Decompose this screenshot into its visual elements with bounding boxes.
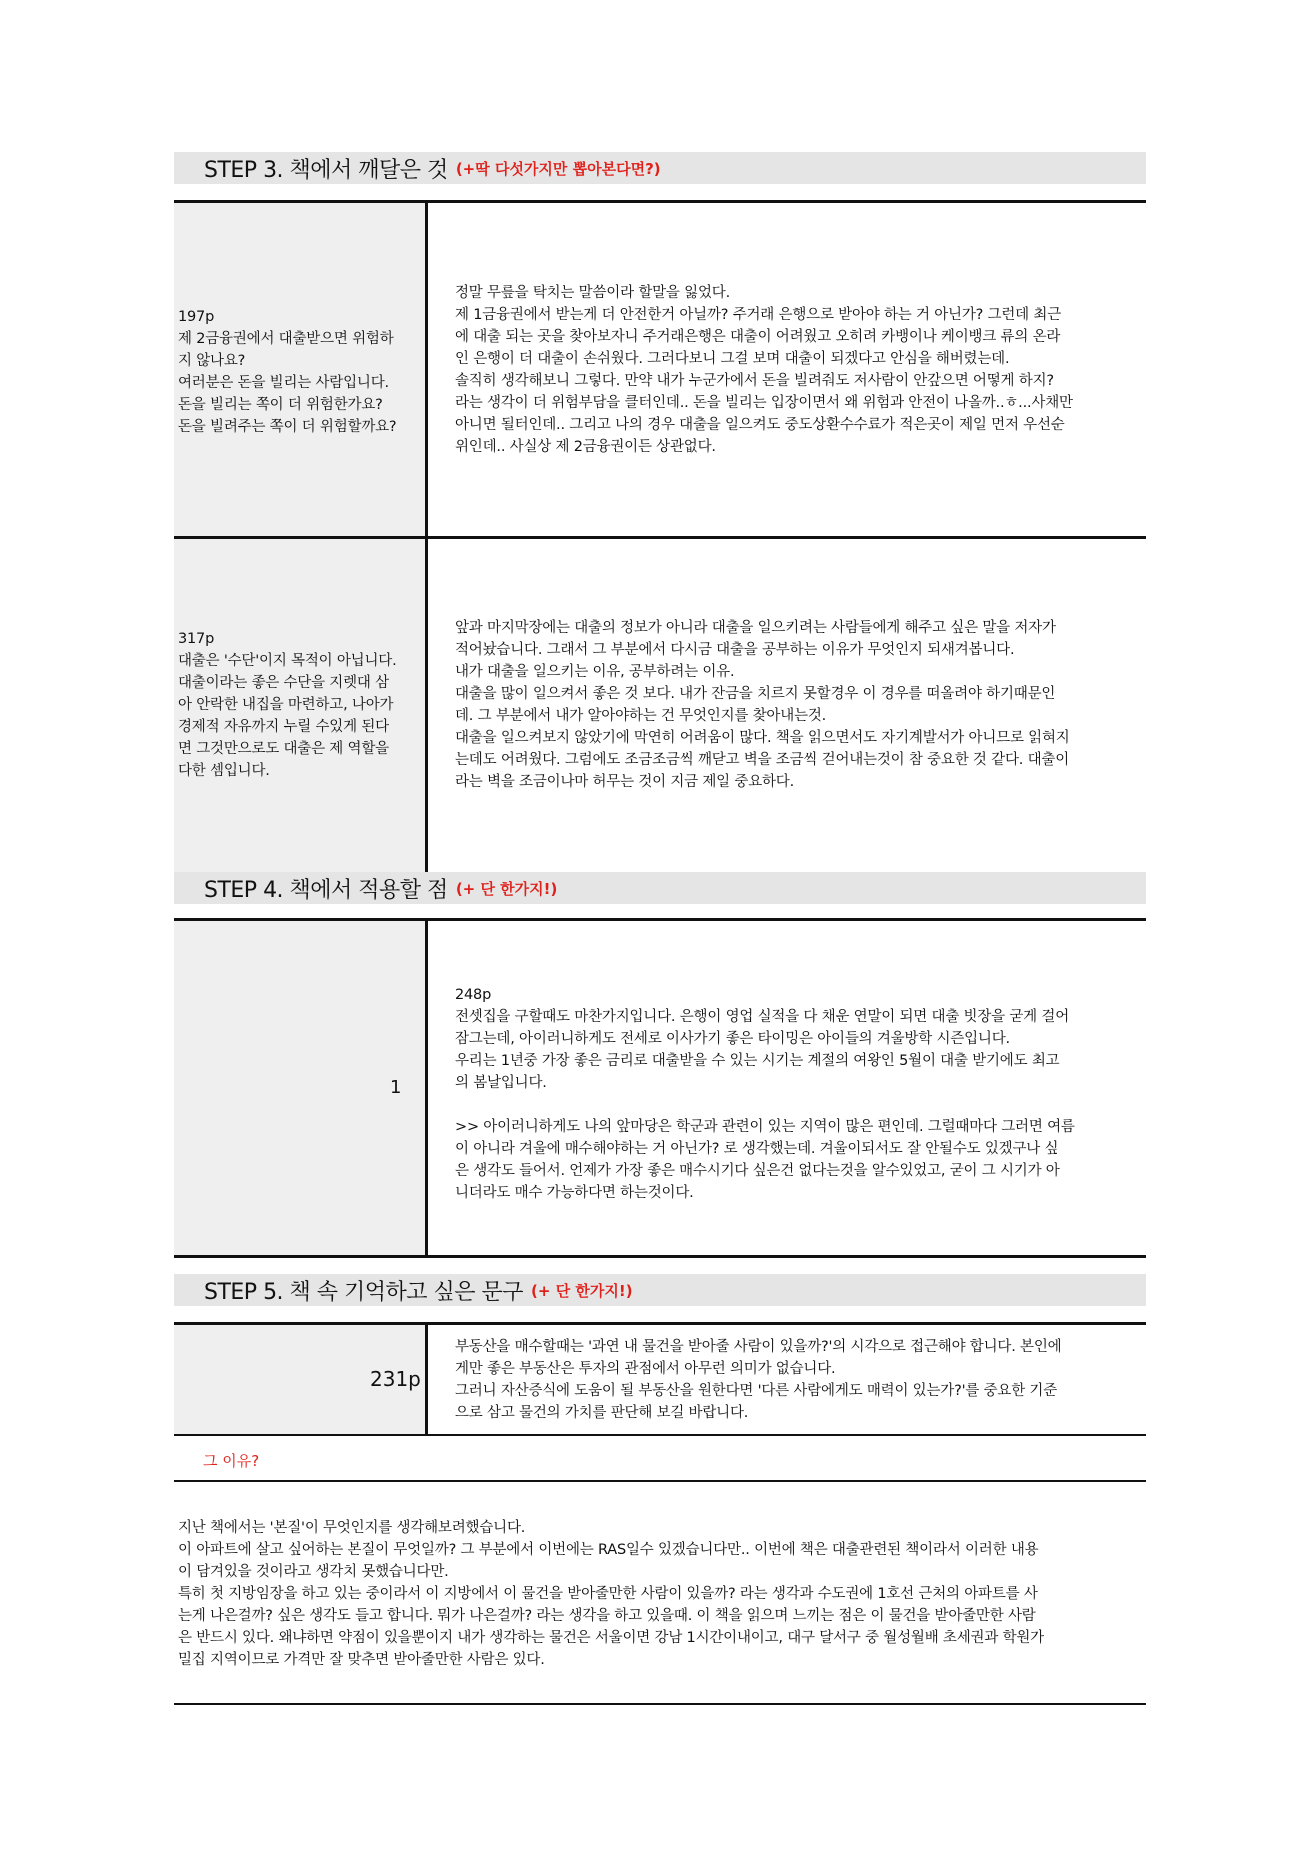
divider [425,1325,428,1435]
reason-text: 지난 책에서는 '본질'이 무엇인지를 생각해보려했습니다. 이 아파트에 살고 싶어하는 본질이 무엇일까? 그 부분에서 이번에는 RAS일수 있겠습니다만.. 이번에 책은 대출관련된 책이라서 이러한 내용 이 담겨있을 것이라고 생각치 못했습니다만. 특히 첫 지방임장을 하고 있는 중이라서 이 지방에서 이 물건을 받아줄만한 사람이 있을까? 라는 생각과 수도권에 1호선 근처의 아파트를 사 는게 나은걸까? 싶은 생각도 들고 합니다. 뭐가 나은걸까? 라는 생각을 하고 있을때. 이 책을 읽으며 느끼는 점은 이 물건을 받아줄만한 사람 은 반드시 있다. 왜냐하면 약점이 있을뿐이지 내가 생각하는 물건은 서울이면 강남 1시간이내이고, 대구 달서구 중 월성월배 초세권과 학원가 밀집 지역이므로 가격만 잘 맞추면 받아줄만한 사람은 있다. [178,1520,1044,1668]
reason-label: 그 이유? [203,1452,260,1470]
divider [174,1255,1146,1258]
step4-left [174,921,425,1256]
divider [425,203,428,538]
step5-page: 231p [370,1367,421,1391]
divider [425,921,428,1256]
step3-title: STEP 3. 책에서 깨달은 것 [204,157,448,183]
step4-header [174,872,1146,904]
divider [425,539,428,872]
step3-row2-quote: 317p 대출은 '수단'이지 목적이 아닙니다. 대출이라는 좋은 수단을 지렛대 삼 아 안락한 내집을 마련하고, 나아가 경제적 자유까지 누릴 수있게 된다 면 그것만으로도 대출은 제 역할을 다한 셈입니다. [178,631,397,779]
divider [174,1480,1146,1482]
step5-title: STEP 5. 책 속 기억하고 싶은 문구 [204,1279,524,1305]
step3-row1-reflection: 정말 무릎을 탁치는 말씀이라 할말을 잃었다. 제 1금융권에서 받는게 더 안전한거 아닐까? 주거래 은행으로 받아야 하는 거 아닌가? 그런데 최근 에 대출 되는 곳을 찾아보자니 주거래은행은 대출이 어려웠고 오히려 카뱅이나 케이뱅크 류의 온라 인 은행이 더 대출이 손쉬웠다. 그러다보니 그걸 보며 대출이 되겠다고 안심을 해버렸는데. 솔직히 생각해보니 그렇다. 만약 내가 누군가에서 돈을 빌려줘도 저사람이 안갚으면 어떻게 하지? 라는 생각이 더 위험부담을 클터인데.. 돈을 빌리는 입장이면서 왜 위험과 안전이 나올까..ㅎ...사채만 아니면 될터인데.. 그리고 나의 경우 대출을 일으켜도 중도상환수수료가 적은곳이 제일 먼저 우선순 위인데.. 사실상 제 2금융권이든 상관없다. [455,285,1073,455]
step5-note: (+ 단 한가지!) [531,1281,633,1300]
divider [174,1703,1146,1705]
step3-row1-quote: 197p 제 2금융권에서 대출받으면 위험하 지 않나요? 여러분은 돈을 빌리는 사람입니다. 돈을 빌리는 쪽이 더 위험한가요? 돈을 빌려주는 쪽이 더 위험할까요? [178,309,397,435]
step4-application: 248p 전셋집을 구할때도 마찬가지입니다. 은행이 영업 실적을 다 채운 연말이 되면 대출 빗장을 굳게 걸어 잠그는데, 아이러니하게도 전세로 이사가기 좋은 타이밍은 아이들의 겨울방학 시즌입니다. 우리는 1년중 가장 좋은 금리로 대출받을 수 있는 시기는 계절의 여왕인 5월이 대출 받기에도 최고 의 봄날입니다. >> 아이러니하게도 나의 앞마당은 학군과 관련이 있는 지역이 많은 편인데. 그럴때마다 그러면 여름 이 아니라 겨울에 매수해야하는 거 아닌가? 로 생각했는데. 겨울이되서도 잘 안될수도 있겠구나 싶 은 생각도 들어서. 언제가 가장 좋은 매수시기다 싶은건 없다는것을 알수있었고, 굳이 그 시기가 아 니더라도 매수 가능하다면 하는것이다. [455,987,1075,1201]
divider [174,1434,1146,1436]
step5-quote: 부동산을 매수할때는 '과연 내 물건을 받아줄 사람이 있을까?'의 시각으로 접근해야 합니다. 본인에 게만 좋은 부동산은 투자의 관점에서 아무런 의미가 없습니다. 그러니 자산증식에 도움이 될 부동산을 원한다면 '다른 사람에게도 매력이 있는가?'를 중요한 기준 으로 삼고 물건의 가치를 판단해 보길 바랍니다. [455,1339,1062,1421]
step3-row2-reflection: 앞과 마지막장에는 대출의 정보가 아니라 대출을 일으키려는 사람들에게 해주고 싶은 말을 저자가 적어놨습니다. 그래서 그 부분에서 다시금 대출을 공부하는 이유가 무엇인지 되새겨봅니다. 내가 대출을 일으키는 이유, 공부하려는 이유. 대출을 많이 일으켜서 좋은 것 보다. 내가 잔금을 치르지 못할경우 이 경우를 떠올려야 하기때문인 데. 그 부분에서 내가 알아야하는 건 무엇인지를 찾아내는것. 대출을 일으켜보지 않았기에 막연히 어려움이 많다. 책을 읽으면서도 자기계발서가 아니므로 읽혀지 는데도 어려웠다. 그럼에도 조금조금씩 깨닫고 벽을 조금씩 걷어내는것이 참 중요한 것 같다. 대출이 라는 벽을 조금이나마 허무는 것이 지금 제일 중요하다. [455,620,1070,790]
step3-header [174,152,1146,184]
step4-number: 1 [390,1077,402,1098]
step4-note: (+ 단 한가지!) [455,879,558,898]
step4-title: STEP 4. 책에서 적용할 점 [204,877,448,903]
step3-note: (+딱 다섯가지만 뽑아본다면?) [455,159,661,178]
step5-header [174,1274,1146,1306]
